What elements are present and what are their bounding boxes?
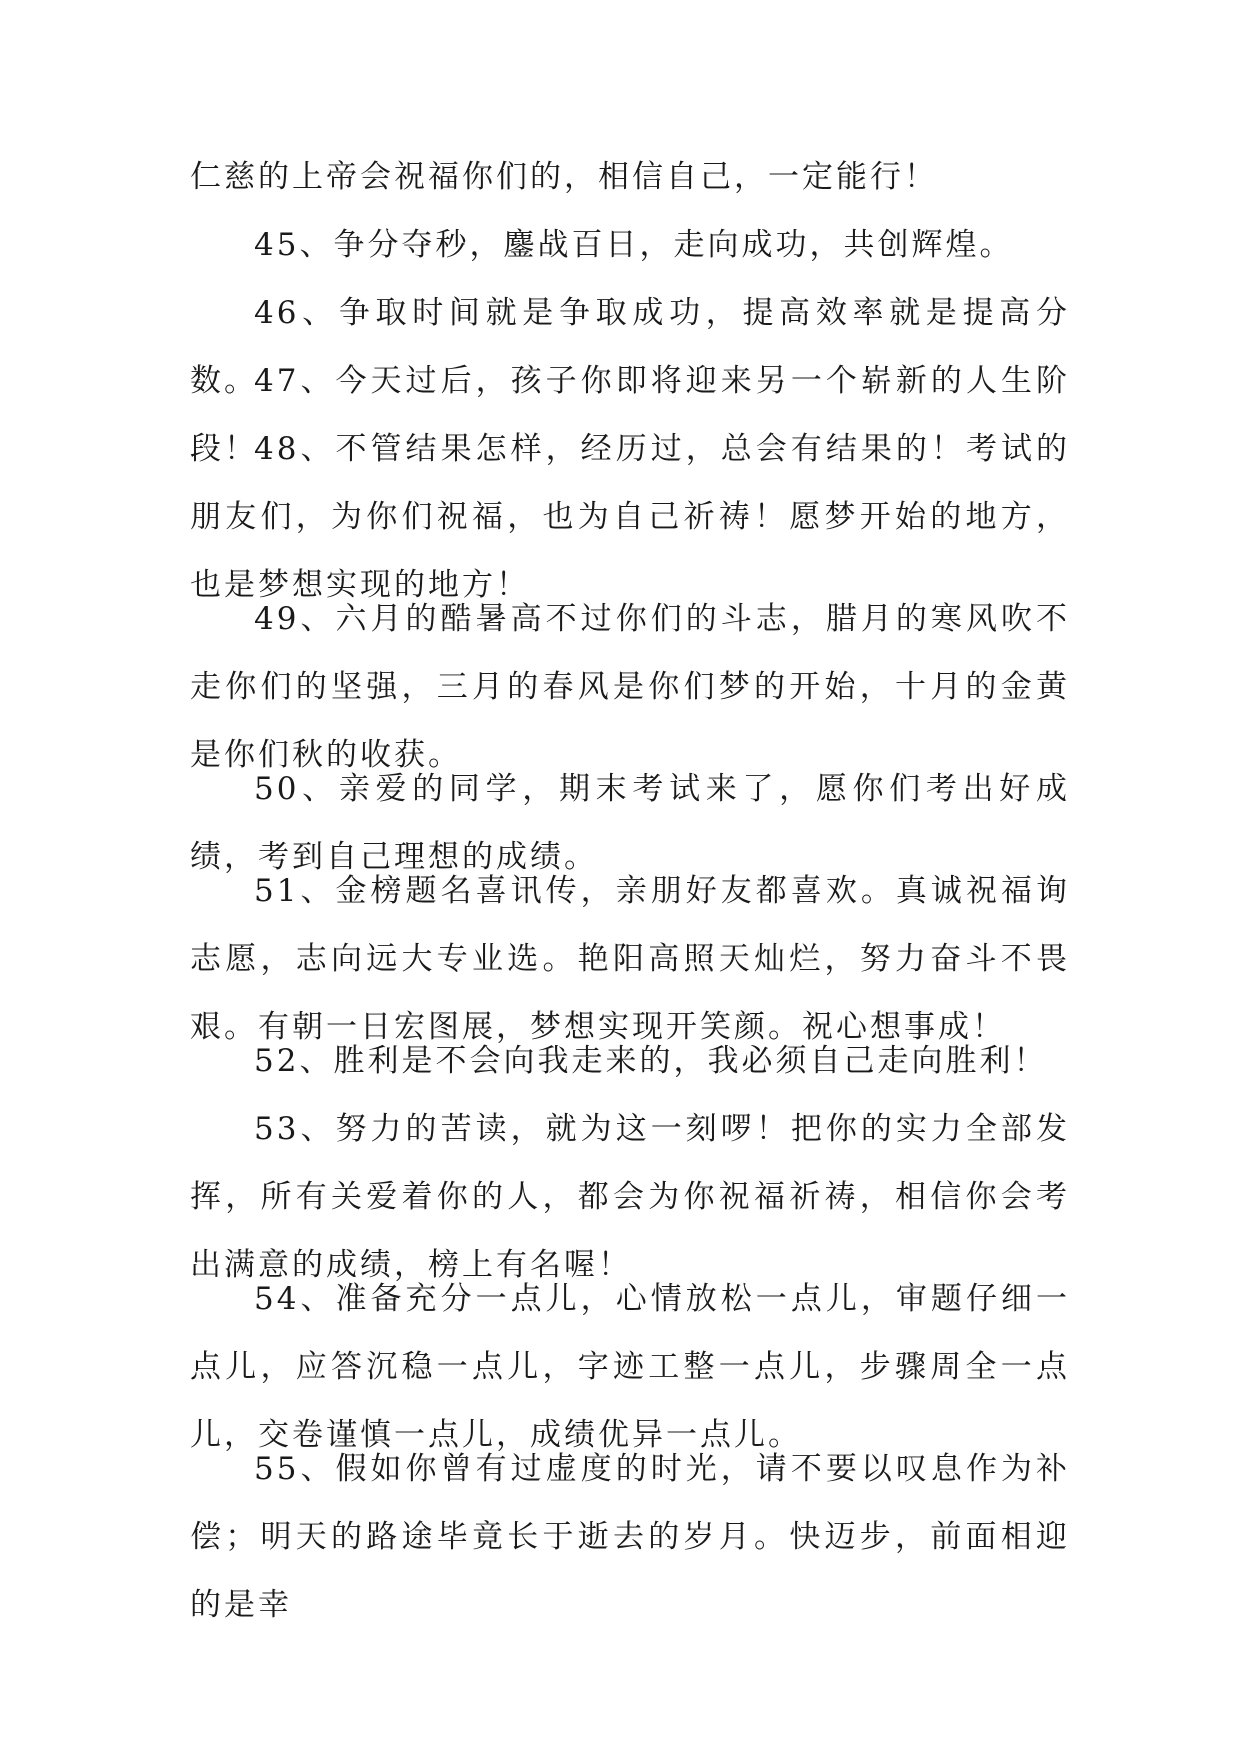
paragraph-54: 54、准备充分一点儿，心情放松一点儿，审题仔细一点儿，应答沉稳一点儿，字迹工整一点儿，步骤周全一点儿，交卷谨慎一点儿，成绩优异一点儿。: [190, 1281, 1070, 1453]
paragraph-48: 48、不管结果怎样，经历过，总会有结果的！考试的朋友们，为你们祝福，也为自己祈祷！愿梦开始的地方，也是梦想实现的地方！: [190, 431, 1070, 603]
paragraph-50: 50、亲爱的同学，期末考试来了，愿你们考出好成绩，考到自己理想的成绩。: [190, 771, 1070, 875]
paragraph-53: 53、努力的苦读，就为这一刻啰！把你的实力全部发挥，所有关爱着你的人，都会为你祝福祈祷，相信你会考出满意的成绩，榜上有名喔！: [190, 1111, 1070, 1283]
paragraph-continuation: 仁慈的上帝会祝福你们的，相信自己，一定能行！: [190, 159, 938, 195]
paragraph-45: 45、争分夺秒，鏖战百日，走向成功，共创辉煌。: [254, 227, 1014, 263]
paragraph-46: 46、争取时间就是争取成功，提高效率就是提高分数。: [190, 295, 1070, 399]
paragraph-55: 55、假如你曾有过虚度的时光，请不要以叹息作为补偿；明天的路途毕竟长于逝去的岁月。快迈步，前面相迎的是幸: [190, 1451, 1070, 1623]
paragraph-52: 52、胜利是不会向我走来的，我必须自己走向胜利！: [254, 1043, 1048, 1079]
paragraph-49: 49、六月的酷暑高不过你们的斗志，腊月的寒风吹不走你们的坚强，三月的春风是你们梦的开始，十月的金黄是你们秋的收获。: [190, 601, 1070, 773]
paragraph-51: 51、金榜题名喜讯传，亲朋好友都喜欢。真诚祝福询志愿，志向远大专业选。艳阳高照天灿烂，努力奋斗不畏艰。有朝一日宏图展，梦想实现开笑颜。祝心想事成！: [190, 873, 1070, 1045]
paragraph-47: 47、今天过后，孩子你即将迎来另一个崭新的人生阶段！: [190, 363, 1070, 467]
